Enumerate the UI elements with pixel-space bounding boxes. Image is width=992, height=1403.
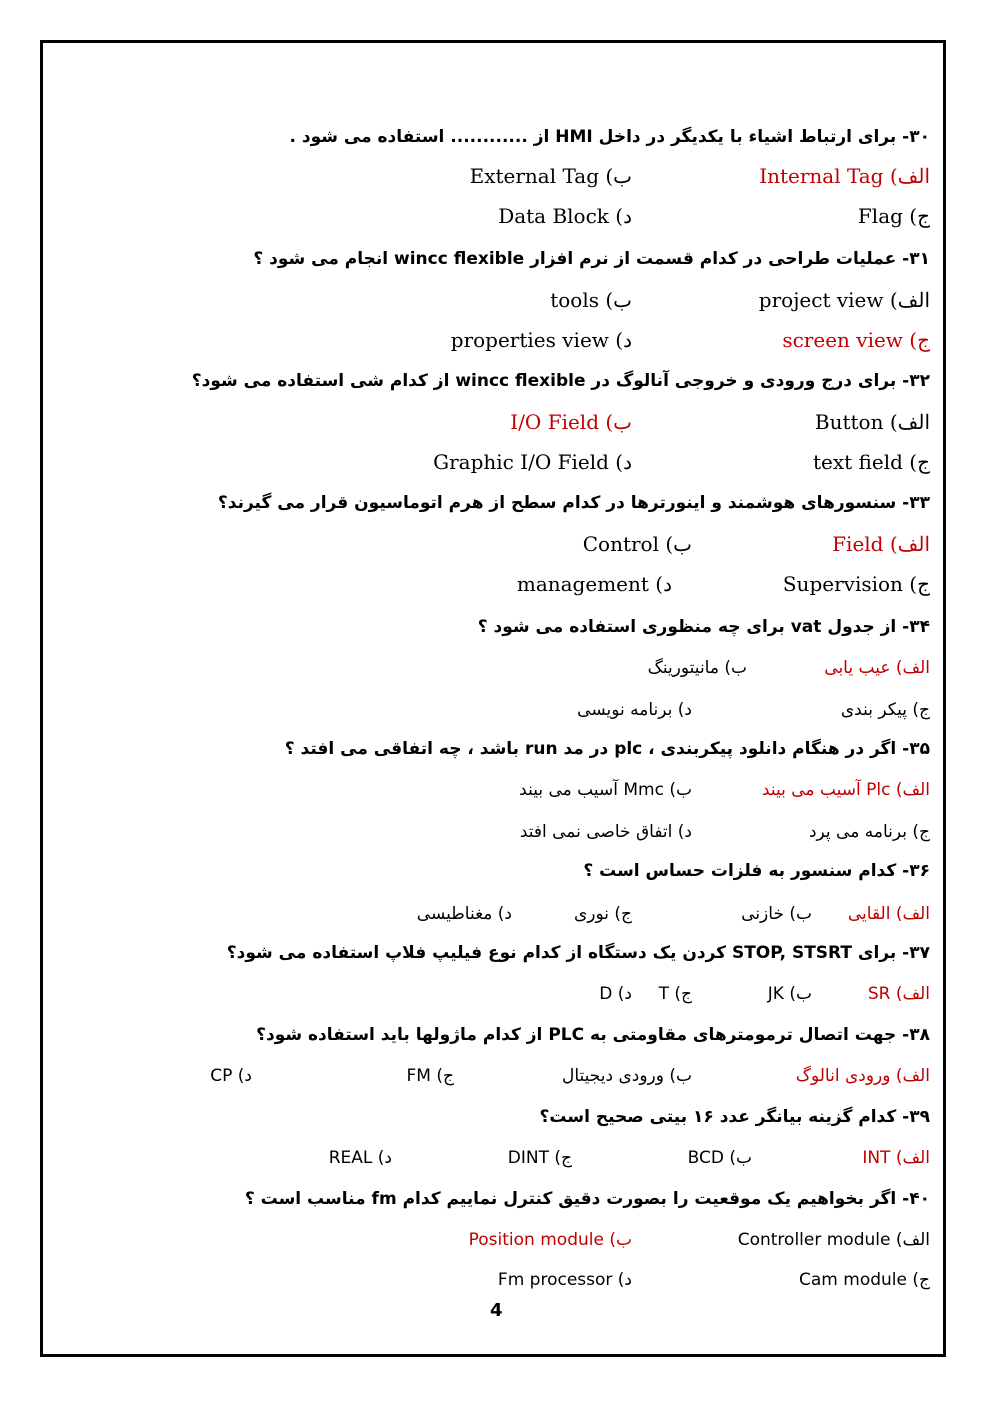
q36-option-a: الف) القایی	[847, 904, 930, 924]
q35-option-a: الف) Plc آسیب می بیند	[761, 780, 930, 800]
q34-option-b: ب) مانیتورینگ	[647, 658, 747, 678]
q30-option-a: الف) Internal Tag	[759, 164, 930, 188]
q33-option-d: د) management	[516, 572, 672, 596]
question-35: ۳۵- اگر در هنگام دانلود پیکربندی ، plc در مد run باشد ، چه اتفاقی می افتد ؟	[284, 739, 930, 759]
q37-option-d: د) D	[599, 984, 632, 1004]
question-30: ۳۰- برای ارتباط اشیاء با یکدیگر در داخل HMI از ............ استفاده می شود .	[289, 127, 930, 147]
q33-option-c: ج) Supervision	[782, 572, 930, 596]
q40-option-c: ج) Cam module	[799, 1270, 930, 1290]
question-31: ۳۱- عملیات طراحی در کدام قسمت از نرم افزار wincc flexible انجام می شود ؟	[253, 249, 930, 269]
q37-option-a: الف) SR	[867, 984, 930, 1004]
q39-option-a: الف) INT	[862, 1148, 930, 1168]
question-37: ۳۷- برای STOP, STSRT کردن یک دستگاه از کدام نوع فیلیپ فلاپ استفاده می شود؟	[226, 943, 930, 963]
q34-option-d: د) برنامه نویسی	[577, 700, 692, 720]
q36-option-b: ب) خازنی	[741, 904, 812, 924]
q33-option-b: ب) Control	[582, 532, 692, 556]
q38-option-c: ج) FM	[406, 1066, 454, 1086]
q34-option-a: الف) عیب یابی	[824, 658, 930, 678]
q32-option-a: الف) Button	[814, 410, 930, 434]
question-33: ۳۳- سنسورهای هوشمند و اینورترها در کدام سطح از هرم اتوماسیون قرار می گیرند؟	[217, 493, 930, 513]
question-38: ۳۸- جهت اتصال ترمومترهای مقاومتی به PLC از کدام ماژولها باید استفاده شود؟	[256, 1025, 930, 1045]
page-number: 4	[490, 1300, 503, 1321]
q38-option-b: ب) ورودی دیجیتال	[561, 1066, 692, 1086]
q30-option-d: د) Data Block	[498, 204, 632, 228]
q33-option-a: الف) Field	[832, 532, 930, 556]
q30-option-b: ب) External Tag	[469, 164, 632, 188]
q30-option-c: ج) Flag	[857, 204, 930, 228]
question-36: ۳۶- کدام سنسور به فلزات حساس است ؟	[583, 861, 930, 881]
q34-option-c: ج) پیکر بندی	[840, 700, 930, 720]
q40-option-a: الف) Controller module	[737, 1230, 930, 1250]
question-32: ۳۲- برای درج ورودی و خروجی آنالوگ در wincc flexible از کدام شی استفاده می شود؟	[191, 371, 930, 391]
q38-option-d: د) CP	[210, 1066, 252, 1086]
q32-option-d: د) Graphic I/O Field	[433, 450, 632, 474]
q38-option-a: الف) ورودی انالوگ	[795, 1066, 930, 1086]
question-34: ۳۴- از جدول vat برای چه منظوری استفاده می شود ؟	[477, 617, 930, 637]
q31-option-d: د) properties view	[450, 328, 632, 352]
q31-option-a: الف) project view	[758, 288, 930, 312]
question-40: ۴۰- اگر بخواهیم یک موقعیت را بصورت دقیق کنترل نماییم کدام fm مناسب است ؟	[244, 1189, 930, 1209]
q31-option-c: ج) screen view	[782, 328, 930, 352]
q40-option-d: د) Fm processor	[497, 1270, 632, 1290]
q35-option-d: د) اتفاق خاصی نمی افتد	[519, 822, 692, 842]
question-39: ۳۹- کدام گزینه بیانگر عدد ۱۶ بیتی صحیح است؟	[539, 1107, 930, 1127]
q39-option-c: ج) DINT	[507, 1148, 572, 1168]
q32-option-b: ب) I/O Field	[510, 410, 632, 434]
q36-option-d: د) مغناطیسی	[416, 904, 512, 924]
q35-option-c: ج) برنامه می پرد	[808, 822, 930, 842]
q39-option-d: د) REAL	[328, 1148, 392, 1168]
q31-option-b: ب) tools	[550, 288, 632, 312]
q32-option-c: ج) text field	[813, 450, 930, 474]
q40-option-b: ب) Position module	[468, 1230, 632, 1250]
q37-option-b: ب) JK	[767, 984, 812, 1004]
q35-option-b: ب) Mmc آسیب می بیند	[519, 780, 692, 800]
q39-option-b: ب) BCD	[687, 1148, 752, 1168]
q36-option-c: ج) نوری	[573, 904, 632, 924]
page-border	[40, 40, 946, 1357]
q37-option-c: ج) T	[658, 984, 692, 1004]
